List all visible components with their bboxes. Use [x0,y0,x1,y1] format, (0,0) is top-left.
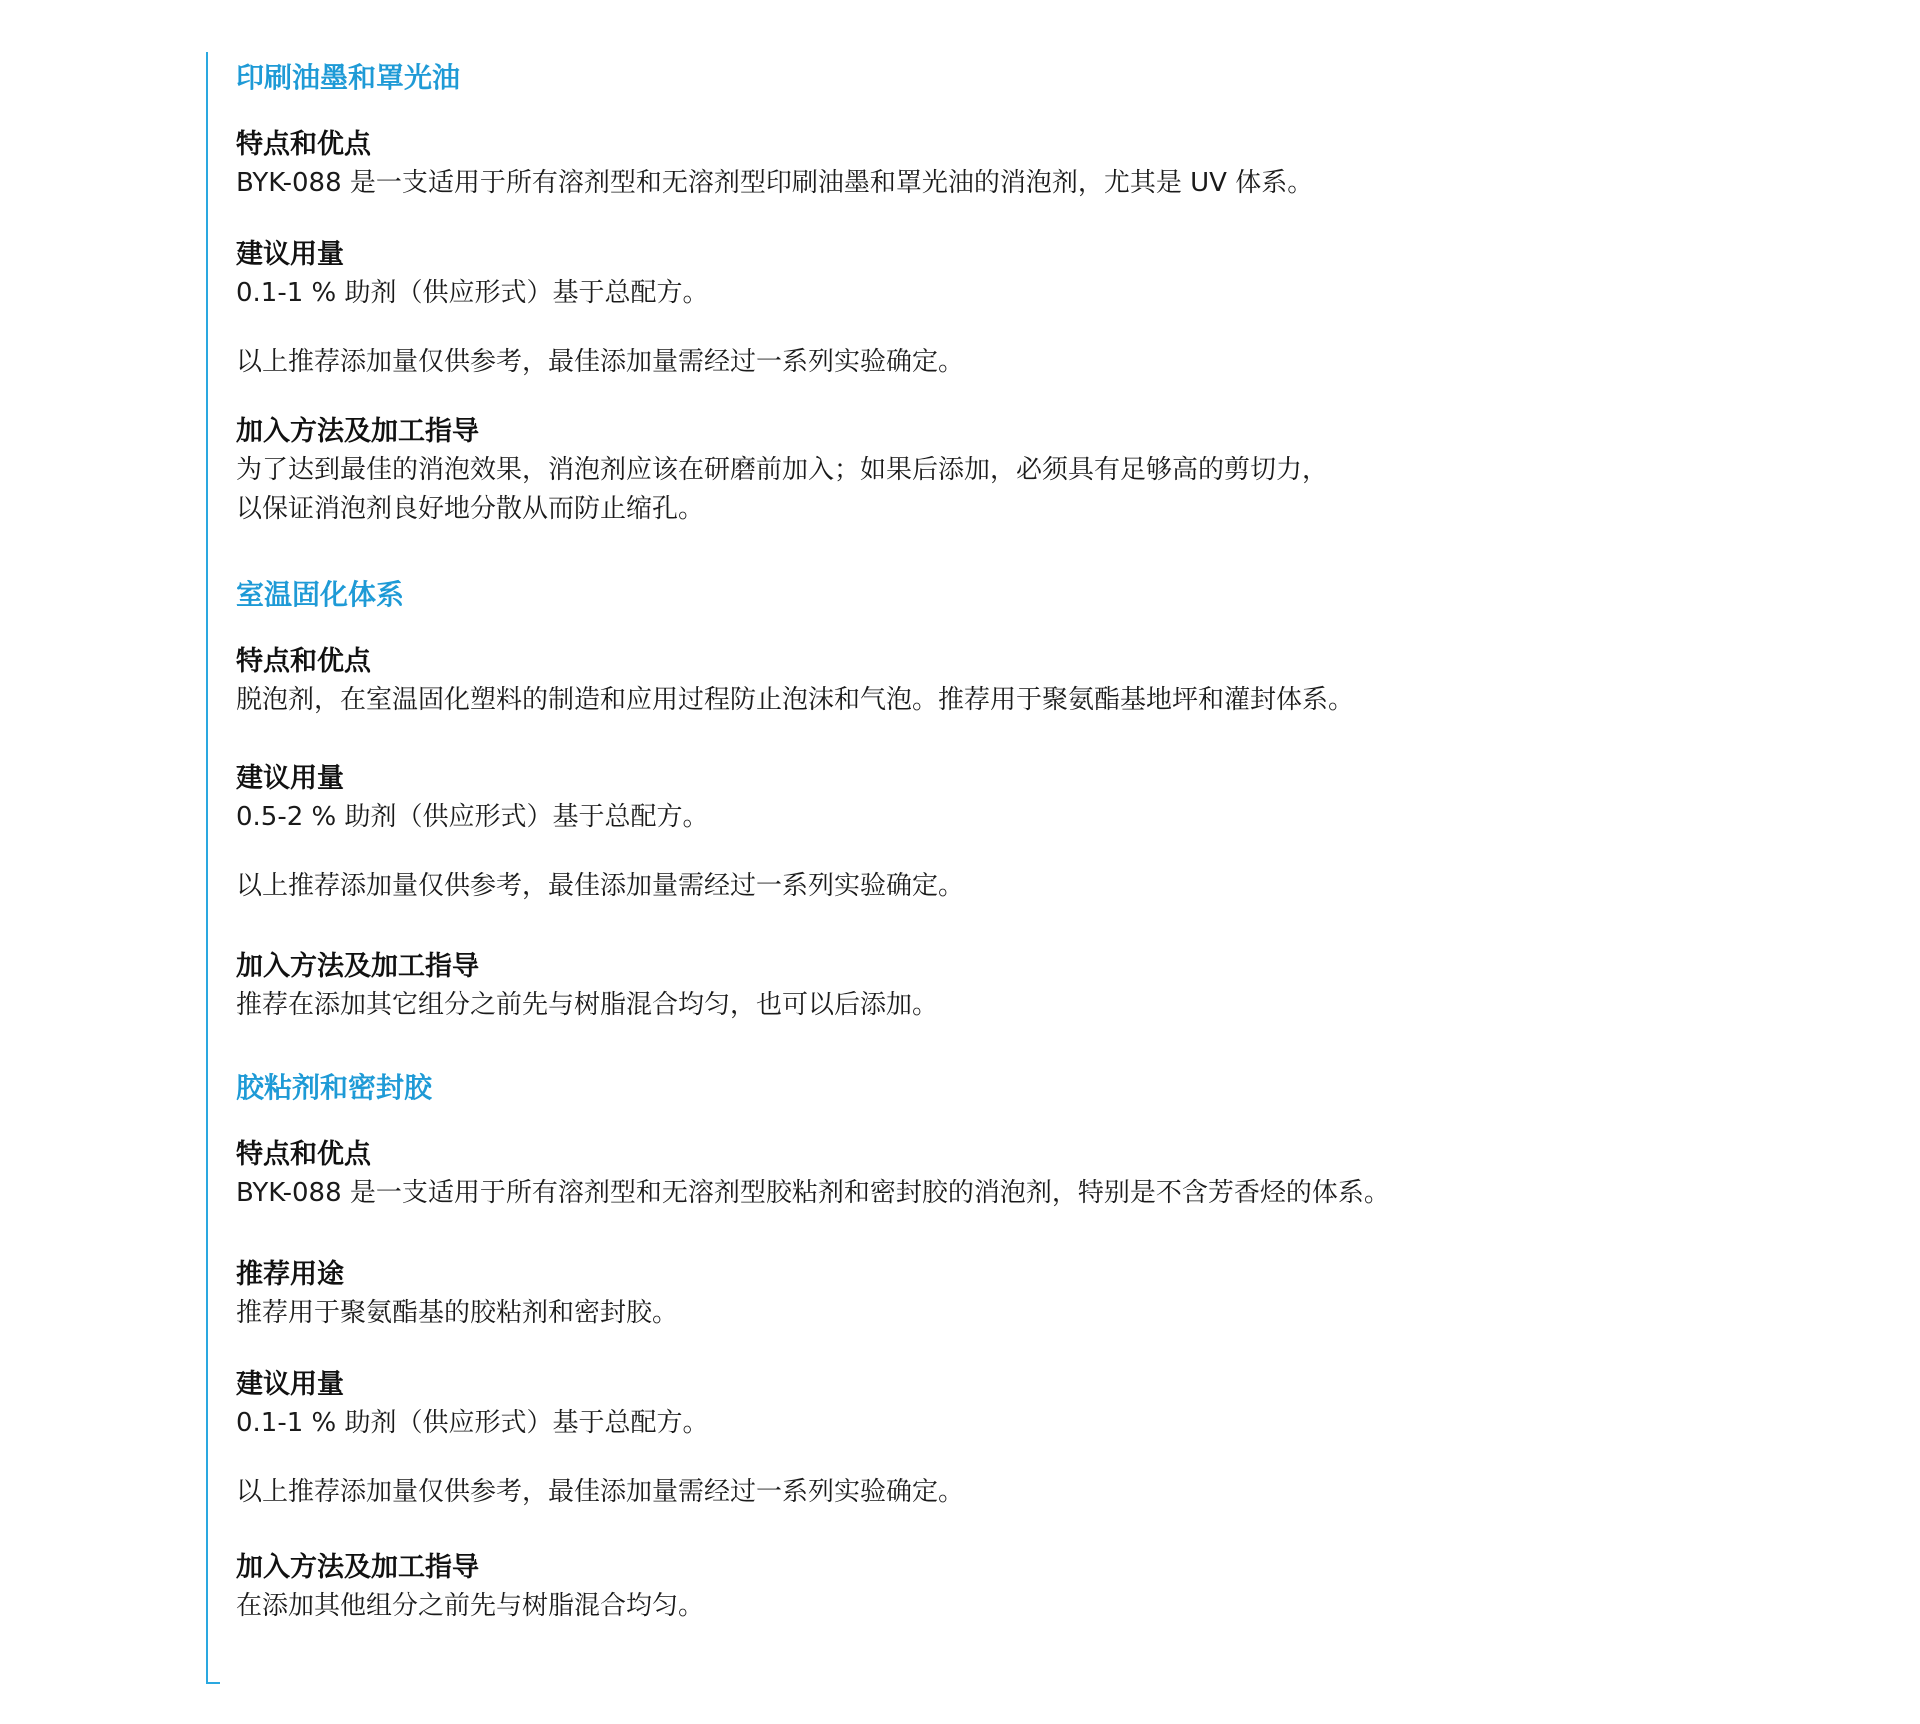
block-features [236,126,1836,203]
block-heading: 特点和优点 [236,129,371,160]
document-content [236,58,1836,1626]
block-incorporation [236,948,1836,1025]
block-text: 推荐用于聚氨酯基的胶粘剂和密封胶。 [236,1298,679,1328]
block-heading: 建议用量 [236,763,344,794]
section-title: 胶粘剂和密封胶 [236,1071,433,1104]
block-dosage-note [236,867,1836,906]
block-text: BYK-088 是一支适用于所有溶剂型和无溶剂型印刷油墨和罩光油的消泡剂，尤其是 UV 体系。 [236,168,1314,198]
block-text: 在添加其他组分之前先与树脂混合均匀。 [236,1591,705,1621]
block-text: 以上推荐添加量仅供参考，最佳添加量需经过一系列实验确定。 [236,347,965,377]
block-text: 推荐在添加其它组分之前先与树脂混合均匀，也可以后添加。 [236,990,939,1020]
section-room-temperature-curing [236,575,1836,1025]
block-dosage [236,760,1836,837]
section-printing-inks [236,58,1836,529]
block-heading: 建议用量 [236,239,344,270]
block-dosage [236,1366,1836,1443]
block-text: 0.1-1 % 助剂（供应形式）基于总配方。 [236,278,709,308]
block-dosage [236,236,1836,313]
left-accent-rule [206,52,208,1684]
block-dosage-note [236,1473,1836,1512]
block-text: 脱泡剂，在室温固化塑料的制造和应用过程防止泡沫和气泡。推荐用于聚氨酯基地坪和灌封体系。 [236,685,1355,715]
section-title: 室温固化体系 [236,578,405,611]
block-text: 以上推荐添加量仅供参考，最佳添加量需经过一系列实验确定。 [236,1477,965,1507]
block-heading: 建议用量 [236,1369,344,1400]
block-recommended-use [236,1256,1836,1333]
left-accent-rule-foot [206,1682,220,1684]
block-dosage-note [236,343,1836,382]
block-text: BYK-088 是一支适用于所有溶剂型和无溶剂型胶粘剂和密封胶的消泡剂，特别是不含芳香烃的体系。 [236,1178,1390,1208]
block-text: 0.5-2 % 助剂（供应形式）基于总配方。 [236,802,709,832]
block-text: 以上推荐添加量仅供参考，最佳添加量需经过一系列实验确定。 [236,871,965,901]
block-heading: 特点和优点 [236,1139,371,1170]
block-heading: 加入方法及加工指导 [236,416,479,447]
block-incorporation [236,1549,1836,1626]
block-heading: 推荐用途 [236,1259,344,1290]
block-incorporation [236,413,1836,529]
section-title: 印刷油墨和罩光油 [236,61,461,94]
block-text: 以保证消泡剂良好地分散从而防止缩孔。 [236,494,705,524]
block-features [236,1136,1836,1213]
block-text: 0.1-1 % 助剂（供应形式）基于总配方。 [236,1408,709,1438]
block-heading: 特点和优点 [236,646,371,677]
block-heading: 加入方法及加工指导 [236,951,479,982]
section-adhesives-sealants [236,1068,1836,1626]
block-heading: 加入方法及加工指导 [236,1552,479,1583]
block-features [236,643,1836,720]
block-text: 为了达到最佳的消泡效果，消泡剂应该在研磨前加入；如果后添加，必须具有足够高的剪切力， [236,455,1329,485]
